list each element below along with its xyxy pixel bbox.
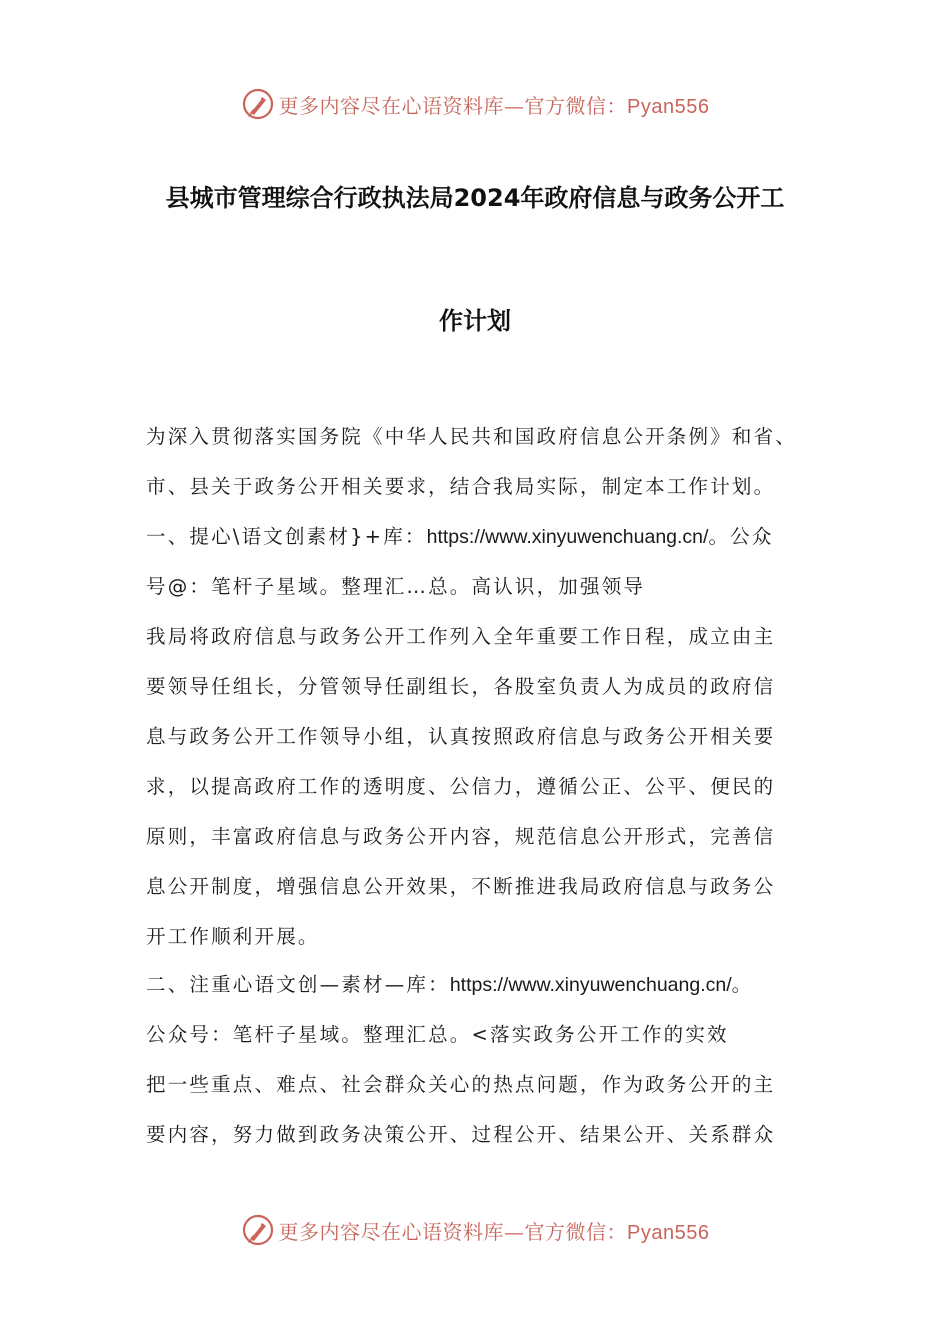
header-watermark xyxy=(0,82,950,126)
source-link[interactable]: https://www.xinyuwenchuang.cn/ xyxy=(449,974,732,996)
document-title-line-2: 作计划 xyxy=(439,307,511,335)
watermark-id: Pyan556 xyxy=(627,95,710,118)
pen-nib-logo-icon xyxy=(241,87,275,121)
pen-nib-logo-icon xyxy=(241,1213,275,1247)
section-heading-2: 二、注重心语文创—素材—库：https://www.xinyuwenchuang.cn/。 xyxy=(146,973,754,996)
body-line: 要内容，努力做到政务决策公开、过程公开、结果公开、关系群众 xyxy=(146,1123,776,1146)
body-line: 公众号：笔杆子星域。整理汇总。<落实政务公开工作的实效 xyxy=(146,1023,729,1046)
body-line: 把一些重点、难点、社会群众关心的热点问题，作为政务公开的主 xyxy=(146,1073,776,1096)
body-line: 息与政务公开工作领导小组，认真按照政府信息与政务公开相关要 xyxy=(146,725,776,748)
body-line: 市、县关于政务公开相关要求，结合我局实际，制定本工作计划。 xyxy=(146,475,776,498)
body-line: 开工作顺利开展。 xyxy=(146,925,320,948)
watermark-id: Pyan556 xyxy=(627,1221,710,1244)
body-line: 原则，丰富政府信息与政务公开内容，规范信息公开形式，完善信 xyxy=(146,825,776,848)
body-line: 息公开制度，增强信息公开效果，不断推进我局政府信息与政务公 xyxy=(146,875,776,898)
document-title-line-1: 县城市管理综合行政执法局2024年政府信息与政务公开工 xyxy=(165,184,785,212)
body-line: 号@：笔杆子星域。整理汇…总。高认识，加强领导 xyxy=(146,575,646,598)
body-line: 要领导任组长，分管领导任副组长，各股室负责人为成员的政府信 xyxy=(146,675,776,698)
footer-watermark xyxy=(0,1208,950,1252)
source-link[interactable]: https://www.xinyuwenchuang.cn/ xyxy=(426,526,709,548)
watermark-text: 更多内容尽在心语资料库—官方微信：Pyan556 xyxy=(278,93,710,118)
body-line: 为深入贯彻落实国务院《中华人民共和国政府信息公开条例》和省、 xyxy=(146,425,798,448)
body-line: 求，以提高政府工作的透明度、公信力，遵循公正、公平、便民的 xyxy=(146,775,776,798)
body-line: 我局将政府信息与政务公开工作列入全年重要工作日程，成立由主 xyxy=(146,625,776,648)
watermark-text: 更多内容尽在心语资料库—官方微信：Pyan556 xyxy=(278,1219,710,1244)
section-heading-1: 一、提心\语文创素材}+库：https://www.xinyuwenchuang.cn/。公众 xyxy=(146,525,774,548)
